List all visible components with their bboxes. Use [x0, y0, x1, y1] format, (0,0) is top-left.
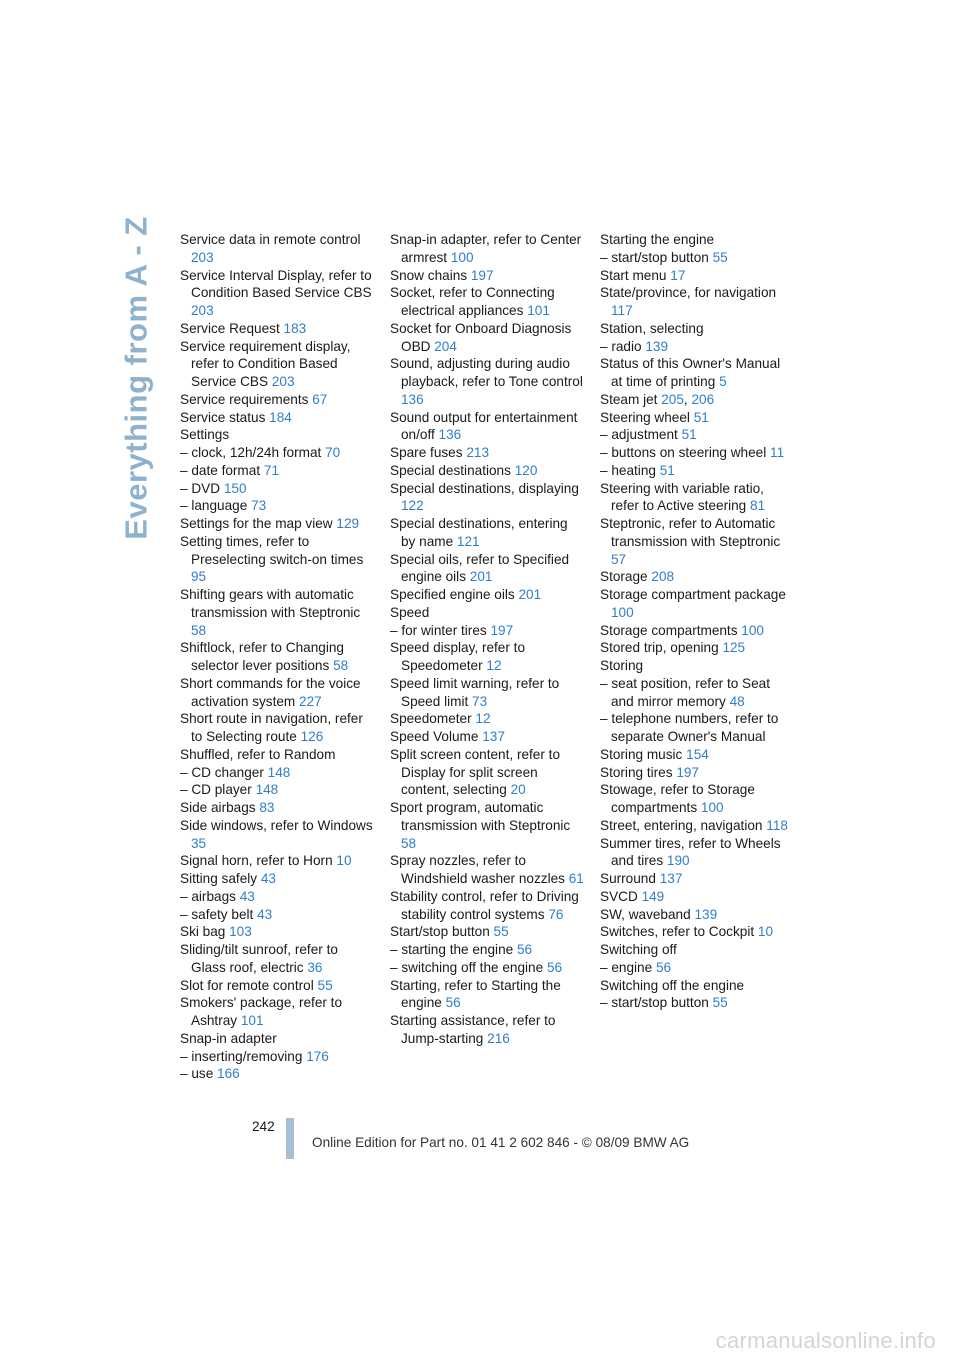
page-link[interactable]: 67: [312, 391, 328, 407]
index-entry-text: State/province, for navigation: [600, 285, 777, 301]
index-entry: [180, 426, 375, 444]
index-entry-text: Shifting gears with automatic transmission with Steptronic: [180, 587, 361, 620]
index-entry-text: Service status: [180, 409, 266, 425]
page-link[interactable]: 120: [514, 462, 538, 478]
index-entry: [180, 1030, 375, 1048]
index-entry: [390, 551, 585, 587]
index-entry-text: Side windows, refer to Windows: [180, 817, 373, 833]
index-entry-text: – engine: [600, 959, 653, 975]
page-link[interactable]: 12: [486, 658, 502, 673]
index-entry: [390, 586, 585, 604]
index-entry: [180, 888, 375, 906]
page-link[interactable]: 43: [257, 906, 273, 922]
page-link[interactable]: 56: [445, 995, 461, 1011]
index-entry: [390, 675, 585, 711]
index-entry-text: Storage compartment package: [600, 587, 786, 602]
index-entry: [180, 639, 375, 675]
index-entry: [390, 622, 585, 640]
index-entry-text: – switching off the engine: [390, 959, 544, 975]
page-link[interactable]: 55: [712, 249, 728, 265]
page-link[interactable]: 117: [611, 303, 633, 318]
page-link[interactable]: 150: [223, 480, 247, 496]
page-link[interactable]: 136: [401, 391, 424, 407]
index-entry: [600, 622, 795, 640]
index-entry: [600, 959, 795, 977]
index-entry: [180, 941, 375, 977]
index-entry-text: Stability control, refer to Driving stability control systems: [390, 888, 579, 922]
index-entry-text: Service Interval Display, refer to Condition Based Service CBS: [180, 267, 372, 301]
page-link[interactable]: 197: [470, 267, 494, 283]
index-entry-text: – safety belt: [180, 906, 254, 922]
index-entry-text: Settings: [180, 427, 230, 443]
index-entry: [600, 338, 795, 356]
index-entry: [180, 1065, 375, 1083]
index-entry-text: Switching off: [600, 942, 677, 957]
index-entry-text: Steam jet: [600, 391, 658, 407]
index-entry: [180, 764, 375, 782]
index-entry-text: Short route in navigation, refer to Selecting route: [180, 711, 363, 744]
index-entry-text: Spray nozzles, refer to Windshield washer nozzles: [390, 853, 565, 886]
index-entry-text: Spare fuses: [390, 445, 463, 460]
index-entry: Steam jet 205, 206: [600, 391, 715, 407]
page-link[interactable]: 190: [666, 853, 690, 869]
page-link[interactable]: 61: [568, 871, 584, 886]
page-link[interactable]: 35: [191, 835, 207, 851]
index-entry: [600, 515, 795, 568]
index-entry-text: Signal horn, refer to Horn: [180, 853, 333, 869]
index-entry-text: – adjustment: [600, 427, 678, 443]
index-entry: [600, 906, 795, 924]
index-entry-text: Side airbags: [180, 800, 256, 815]
index-entry: [600, 977, 795, 995]
index-entry-text: Summer tires, refer to Wheels and tires: [600, 835, 781, 869]
index-entry: [600, 941, 795, 959]
page-link[interactable]: 51: [693, 409, 709, 425]
index-entry-text: Short commands for the voice activation system: [180, 675, 361, 709]
index-entry: [390, 977, 585, 1013]
index-entry-text: Speedometer: [390, 711, 472, 727]
index-entry: [390, 728, 585, 746]
page-link[interactable]: 137: [482, 729, 505, 744]
index-entry: [390, 639, 585, 675]
index-entry: [600, 835, 795, 871]
page-link[interactable]: 100: [611, 604, 634, 620]
index-entry-text: – heating: [600, 462, 656, 478]
index-entry-text: Slot for remote control: [180, 977, 314, 993]
index-entry: [180, 320, 375, 338]
index-entry: [390, 409, 585, 445]
index-entry-text: Special destinations, displaying: [390, 480, 579, 496]
page-link[interactable]: 73: [251, 498, 267, 514]
index-entry: [390, 355, 585, 408]
index-entry-text: Speed display, refer to Speedometer: [390, 640, 526, 673]
page-link[interactable]: 203: [191, 249, 214, 265]
page-link[interactable]: 56: [516, 942, 533, 957]
page-link[interactable]: 227: [299, 693, 322, 709]
page-link[interactable]: 11: [770, 445, 785, 460]
page-number: 242: [252, 1119, 275, 1134]
index-entry-text: SVCD: [600, 888, 638, 904]
index-entry: [180, 231, 375, 267]
index-entry: [180, 462, 375, 480]
page-link[interactable]: 203: [271, 374, 295, 389]
index-entry-text: Sound output for entertainment on/off: [390, 409, 578, 443]
index-entry-text: Service requirement display, refer to Condition Based Service CBS: [180, 338, 351, 389]
index-entry: [180, 675, 375, 711]
section-title-text: Everything from A - Z: [119, 216, 154, 540]
index-entry-text: – date format: [180, 462, 261, 478]
page-link[interactable]: 206: [691, 391, 715, 407]
page-link[interactable]: 58: [401, 835, 417, 851]
page-link[interactable]: 5: [719, 374, 727, 389]
index-entry: [600, 746, 795, 764]
index-entry: [600, 426, 795, 444]
page-link[interactable]: 184: [269, 409, 292, 425]
index-entry: [390, 267, 585, 285]
page-link[interactable]: 58: [333, 658, 349, 673]
index-entry-text: Shuffled, refer to Random: [180, 746, 336, 762]
page-link[interactable]: 148: [255, 782, 279, 798]
index-entry: [180, 870, 375, 888]
page-link[interactable]: 137: [659, 871, 683, 886]
index-entry: [390, 799, 585, 852]
index-entry-text: Starting, refer to Starting the engine: [390, 977, 561, 1011]
index-entry-text: Special destinations: [390, 462, 511, 478]
page-link[interactable]: 12: [475, 711, 491, 727]
index-entry: [600, 444, 795, 462]
index-entry-text: – start/stop button: [600, 995, 709, 1011]
section-title: [112, 216, 162, 540]
page-link[interactable]: 51: [659, 462, 675, 478]
index-entry: [390, 710, 585, 728]
index-entry-text: Sliding/tilt sunroof, refer to Glass roof, electric: [180, 942, 338, 975]
index-entry: [180, 994, 375, 1030]
index-entry-text: Steering with variable ratio, refer to Active steering: [600, 480, 764, 514]
index-entry: [180, 781, 375, 799]
index-entry: [600, 267, 795, 285]
page-link[interactable]: 101: [527, 303, 550, 318]
page-link[interactable]: 56: [546, 959, 563, 975]
index-entry: [390, 888, 585, 924]
index-entry-text: – start/stop button: [600, 249, 709, 265]
page-link[interactable]: 103: [229, 924, 252, 940]
index-column-1: [180, 231, 375, 1083]
index-entry: [600, 355, 795, 391]
page-link[interactable]: 100: [700, 800, 724, 815]
page-link[interactable]: 205: [661, 391, 684, 407]
page-link[interactable]: 20: [510, 782, 526, 798]
page-link[interactable]: 81: [750, 498, 766, 514]
index-entry-text: – buttons on steering wheel: [600, 445, 767, 460]
page-link[interactable]: 129: [336, 516, 360, 531]
index-entry: [390, 604, 585, 622]
index-entry: [600, 409, 795, 427]
index-entry-text: Street, entering, navigation: [600, 817, 763, 833]
index-entry-text: Sport program, automatic transmission with Steptronic: [390, 800, 571, 833]
index-entry-text: Station, selecting: [600, 320, 704, 336]
index-entry-text: – use: [180, 1066, 214, 1082]
index-entry-text: – DVD: [180, 480, 221, 496]
index-entry-text: – starting the engine: [390, 942, 514, 957]
index-entry: [600, 817, 795, 835]
index-entry: [600, 320, 795, 338]
page-link[interactable]: 216: [487, 1030, 510, 1046]
watermark: carmanualsonline.info: [715, 1328, 936, 1353]
page-link[interactable]: 10: [336, 853, 352, 869]
index-entry-text: Speed Volume: [390, 729, 479, 744]
index-entry: [180, 444, 375, 462]
index-entry-text: Smokers' package, refer to Ashtray: [180, 995, 343, 1028]
footer-copyright: Online Edition for Part no. 01 41 2 602 846 - © 08/09 BMW AG: [312, 1135, 690, 1150]
index-entry: [180, 746, 375, 764]
index-entry: [600, 923, 795, 941]
index-entry-text: Storage compartments: [600, 622, 738, 638]
index-entry: [600, 870, 795, 888]
index-entry-text: Surround: [600, 871, 656, 886]
page-link[interactable]: 43: [239, 888, 255, 904]
index-entry: [180, 409, 375, 427]
index-entry: [600, 639, 795, 657]
page-link[interactable]: 118: [766, 817, 788, 833]
index-entry-text: Split screen content, refer to Display for split screen content, selecting: [390, 746, 561, 798]
index-entry: [390, 1012, 585, 1048]
page-link[interactable]: 201: [518, 587, 542, 602]
index-entry: [600, 764, 795, 782]
page-link[interactable]: 148: [267, 764, 291, 780]
index-entry-text: Special oils, refer to Specified engine oils: [390, 551, 570, 585]
page-link[interactable]: 201: [469, 569, 493, 585]
index-entry: [600, 568, 795, 586]
page-link[interactable]: 100: [741, 622, 764, 638]
page-link[interactable]: 197: [490, 622, 514, 638]
index-entry-text: Service requirements: [180, 391, 309, 407]
index-entry: [180, 852, 375, 870]
index-entry-text: Shiftlock, refer to Changing selector lever positions: [180, 640, 344, 673]
index-entry: [600, 586, 795, 622]
page-link[interactable]: 213: [466, 445, 490, 460]
page-link[interactable]: 55: [493, 924, 509, 940]
index-entry: [180, 710, 375, 746]
index-entry-text: Storing: [600, 658, 644, 673]
page-link[interactable]: 17: [670, 267, 686, 283]
index-entry-text: – language: [180, 498, 248, 514]
index-entry-text: Special destinations, entering by name: [390, 516, 568, 549]
index-entry: [600, 462, 795, 480]
index-entry: [600, 480, 795, 516]
page-link[interactable]: 58: [191, 622, 207, 638]
index-entry: [390, 746, 585, 799]
index-column-2: [390, 231, 585, 1048]
index-entry: [180, 267, 375, 320]
index-entry-text: Service data in remote control: [180, 232, 361, 247]
index-entry: [390, 515, 585, 551]
page-link[interactable]: 166: [217, 1066, 240, 1082]
index-entry: [180, 799, 375, 817]
index-entry: [600, 994, 795, 1012]
index-entry-text: SW, waveband: [600, 906, 691, 922]
page-link[interactable]: 183: [283, 320, 307, 336]
index-entry-text: Snow chains: [390, 267, 468, 283]
page-link[interactable]: 83: [259, 800, 275, 815]
index-entry-text: Snap-in adapter, refer to Center armrest: [390, 232, 582, 265]
index-entry: [390, 231, 585, 267]
page-link[interactable]: 176: [306, 1048, 329, 1064]
page-link[interactable]: 36: [307, 959, 323, 975]
index-entry-text: Storing tires: [600, 764, 673, 780]
index-entry: [180, 586, 375, 639]
index-entry-text: Specified engine oils: [390, 587, 515, 602]
index-entry: [180, 977, 375, 995]
index-entry-text: Switching off the engine: [600, 977, 745, 993]
index-entry-text: Snap-in adapter: [180, 1030, 277, 1046]
index-entry-text: Storing music: [600, 746, 683, 762]
page-link[interactable]: 136: [438, 427, 462, 443]
index-entry: [390, 959, 585, 977]
index-entry: [180, 1048, 375, 1066]
index-entry-text: – radio: [600, 338, 642, 354]
index-entry: [390, 480, 585, 516]
page-link[interactable]: 125: [722, 640, 746, 656]
index-entry: [390, 941, 585, 959]
page-link[interactable]: 121: [456, 533, 480, 549]
index-entry-text: – clock, 12h/24h format: [180, 445, 322, 460]
page-link[interactable]: 76: [548, 906, 564, 922]
index-entry-text: Steptronic, refer to Automatic transmission with Steptronic: [600, 516, 781, 549]
index-entry: [600, 888, 795, 906]
page-link[interactable]: 208: [651, 569, 675, 585]
index-entry: [180, 515, 375, 533]
index-entry: [180, 817, 375, 853]
index-entry: [390, 923, 585, 941]
index-entry: [180, 533, 375, 586]
page-link[interactable]: 55: [317, 977, 333, 993]
index-entry: [600, 657, 795, 675]
index-entry: [600, 675, 795, 711]
index-entry-text: Status of this Owner's Manual at time of printing: [600, 356, 781, 389]
index-entry-text: – CD player: [180, 782, 252, 798]
index-entry-text: – inserting/removing: [180, 1048, 303, 1064]
page-link[interactable]: 43: [260, 871, 276, 886]
page-link[interactable]: 48: [729, 693, 745, 709]
index-entry-text: Sound, adjusting during audio playback, refer to Tone control: [390, 356, 583, 389]
index-entry: [600, 231, 795, 249]
index-entry-text: Steering wheel: [600, 409, 690, 425]
page-link[interactable]: 122: [401, 498, 424, 514]
page-link[interactable]: 149: [641, 888, 665, 904]
index-entry: [390, 462, 585, 480]
index-entry-text: Setting times, refer to Preselecting switch-on times: [180, 533, 364, 567]
index-entry: [390, 852, 585, 888]
index-entry-text: Stored trip, opening: [600, 640, 719, 656]
page-link[interactable]: 10: [757, 924, 774, 940]
index-entry: [390, 444, 585, 462]
index-column-3: [600, 231, 795, 1012]
index-entry-text: Storage: [600, 569, 648, 585]
index-entry-text: – for winter tires: [390, 622, 487, 638]
index-entry-text: Switches, refer to Cockpit: [600, 924, 755, 940]
footer-accent-bar: [286, 1118, 294, 1159]
index-entry: [390, 284, 585, 320]
page-link[interactable]: 57: [611, 551, 627, 567]
page-link[interactable]: 139: [645, 338, 669, 354]
page-link[interactable]: 56: [655, 959, 672, 975]
page-link[interactable]: 55: [712, 995, 728, 1011]
page-link[interactable]: 101: [240, 1013, 264, 1028]
index-entry-text: Sitting safely: [180, 871, 258, 886]
page-link[interactable]: 71: [263, 462, 280, 478]
index-entry-text: Starting the engine: [600, 232, 715, 247]
page-link[interactable]: 204: [434, 338, 457, 354]
page-link[interactable]: 51: [681, 427, 697, 443]
page-link[interactable]: 139: [694, 906, 718, 922]
index-entry: [180, 906, 375, 924]
index-entry-text: – seat position, refer to Seat and mirror memory: [600, 675, 771, 709]
index-entry-text: Socket for Onboard Diagnosis OBD: [390, 320, 572, 354]
index-entry-text: Socket, refer to Connecting electrical appliances: [390, 285, 555, 318]
index-entry-text: Stowage, refer to Storage compartments: [600, 782, 755, 815]
index-entry-text: – telephone numbers, refer to separate Owner's Manual: [600, 711, 779, 744]
index-entry: [180, 391, 375, 409]
index-entry: [600, 249, 795, 267]
index-entry: [180, 338, 375, 391]
index-entry-text: Speed: [390, 604, 430, 620]
index-entry-text: Start menu: [600, 267, 667, 283]
page-link[interactable]: 197: [676, 764, 699, 780]
index-entry: [600, 781, 795, 817]
index-entry: [600, 710, 795, 746]
page-link[interactable]: 100: [450, 249, 474, 265]
page-link[interactable]: 73: [472, 693, 488, 709]
index-entry: [180, 480, 375, 498]
index-entry-text: Service Request: [180, 320, 280, 336]
index-entry: [180, 497, 375, 515]
index-entry: [600, 284, 795, 320]
page-link[interactable]: 70: [325, 445, 341, 460]
index-entry-text: – CD changer: [180, 764, 264, 780]
page-link[interactable]: 95: [191, 569, 207, 585]
index-entry-text: Start/stop button: [390, 924, 490, 940]
index-entry-text: – airbags: [180, 888, 236, 904]
index-entry-text: Starting assistance, refer to Jump-starting: [390, 1013, 556, 1046]
page-link[interactable]: 126: [300, 729, 324, 744]
index-entry-text: Speed limit warning, refer to Speed limit: [390, 675, 560, 709]
index-entry: [390, 320, 585, 356]
page-link[interactable]: 154: [686, 746, 709, 762]
page-link[interactable]: 203: [191, 303, 214, 318]
index-entry-text: Settings for the map view: [180, 516, 333, 531]
index-entry-text: Ski bag: [180, 924, 226, 940]
index-entry: [180, 923, 375, 941]
